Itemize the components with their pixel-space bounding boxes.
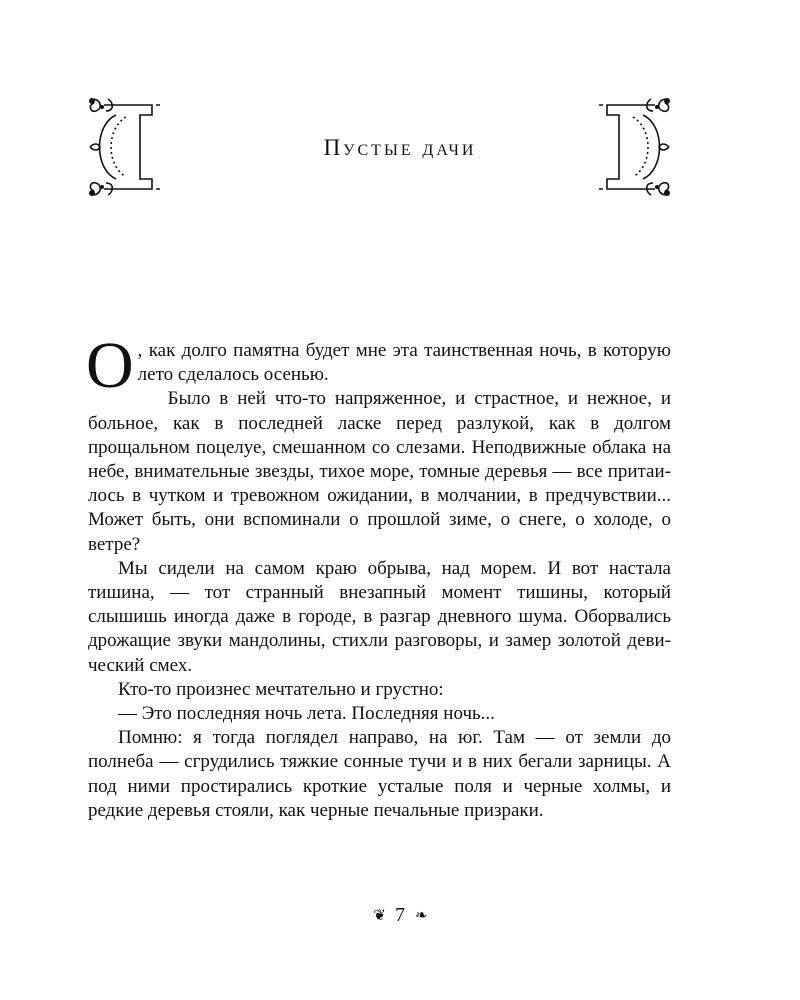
- right-ornament-frame-icon: [597, 95, 673, 199]
- paragraph-4: Кто-то произнес мечтательно и грустно:: [118, 678, 444, 700]
- paragraph-1: [86, 329, 671, 402]
- story-text: [86, 329, 671, 823]
- paragraph-5: — Это последняя ночь лета. Последняя ночь...: [118, 703, 495, 725]
- paragraph-2: Было в ней что-то напряженное, и страстное, и нежное, и больное, как в последней ласке перед разлукой, как в долгом прощальном поцелуе, смешанном со слезами. Неподвижные облака на небе, внимательные звезды, тихое море, томные деревья — все притаилось в чутком и тревожном ожидании, в молчании, в предчувствии... Может быть, они вспоминали о прошлой зиме, о снеге, о холоде, о ветре?: [88, 388, 671, 555]
- paragraph-3: Мы сидели на самом краю обрыва, над морем. И вот настала тишина, — тот странный внезапный момент тишины, который слышишь иногда даже в городе, в разгар дневного шума. Оборвались дрожащие звуки мандолины, стихли разговоры, и замер золотой девический смех.: [88, 557, 671, 676]
- right-floral-icon: ❧: [415, 908, 427, 925]
- drop-cap: О: [86, 329, 134, 402]
- page-footer: [0, 902, 800, 929]
- first-paragraph-text: , как долго памятна будет мне эта таинственная ночь, в которую лето сделалось осенью.: [137, 340, 671, 386]
- page-number: 7: [395, 904, 405, 926]
- left-floral-icon: ❦: [373, 908, 385, 925]
- paragraph-6: Помню: я тогда поглядел направо, на юг. Там — от земли до полнеба — сгрудились тяжкие сонные тучи и в них бегали зарницы. А под ними простирались кроткие усталые поля и черные холмы, и редкие деревья стояли, как черные печальные призраки.: [88, 727, 671, 821]
- chapter-title: Пустые дачи: [323, 135, 477, 160]
